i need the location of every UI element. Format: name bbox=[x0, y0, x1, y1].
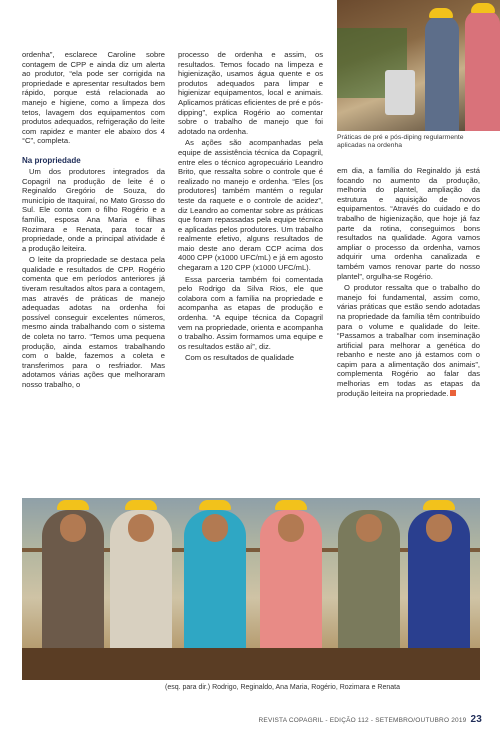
photo-person bbox=[184, 510, 246, 660]
photo-cap bbox=[125, 500, 157, 510]
paragraph: Com os resultados de qualidade bbox=[185, 353, 294, 363]
photo-cap bbox=[429, 8, 453, 18]
page-number: 23 bbox=[470, 714, 482, 725]
photo-tank bbox=[385, 70, 415, 115]
photo-person bbox=[260, 510, 322, 660]
photo-cap bbox=[199, 500, 231, 510]
photo-cap bbox=[423, 500, 455, 510]
photo-head bbox=[426, 514, 452, 542]
photo-person bbox=[338, 510, 400, 660]
photo-caption-top: Práticas de pré e pós-diping regularmente aplicadas na ordenha bbox=[337, 134, 464, 150]
photo-person bbox=[425, 16, 459, 131]
paragraph: em dia, a família do Reginaldo já está focando no aumento da produção, melhoria do plantel, ampliação da estrutura e aquisição de novos equipamentos. “Através do cuidado e do trabalho de higienização, que hoje já faz parte da rotina, conseguimos bons resultados na qualidade. Agora vamos ampliar o processo da ordenha, vamos adquirir uma ordenha canalizada e também vamos renovar parte do nosso plantel”, orgulha-se Rogério. bbox=[337, 166, 480, 281]
family-group-photo bbox=[22, 498, 480, 680]
paragraph bbox=[337, 283, 480, 398]
photo-cap bbox=[471, 3, 495, 13]
paragraph: processo de ordenha e assim, os resultados. Temos focado na limpeza e higienização, usamos água quente e os produtos adequados para limpar e higienizar equipamentos, local e animais. Aplicamos práticas eficientes de pré e pós-dipping”, explica Rogério ao comentar sobre o trabalho de manejo que foi adotado na ordenha. bbox=[178, 50, 323, 136]
paragraph: ordenha”, esclarece Caroline sobre contagem de CPP e ainda diz um alerta ao produtor, “ela pode ser corrigida na propriedade e apresentar resultados bem rápido, porque está relacionada ao manejo e higiene, como a limpeza dos tetos, lavagem dos equipamentos com produtos adequados, refrigeração do leite com rapidez e manter ele abaixo dos 4 °C”, completa. bbox=[22, 50, 165, 146]
photo-person bbox=[465, 10, 500, 131]
photo-cap bbox=[57, 500, 89, 510]
publication-info: REVISTA COPAGRIL - EDIÇÃO 112 - SETEMBRO/OUTUBRO 2019 bbox=[258, 717, 467, 724]
article-column-2 bbox=[178, 50, 323, 365]
photo-bench bbox=[22, 648, 480, 680]
photo-cap bbox=[275, 500, 307, 510]
page-footer bbox=[259, 714, 482, 725]
paragraph: Um dos produtores integrados da Copagril na produção de leite é o Reginaldo Gregório de Souza, do município de Itaquiraí, no Mato Grosso do Sul. Ele conta com o filho Rogério e a família, esposa Ana Maria e filhas Rozimara e Renata, para tocar a propriedade, onde a principal atividade é a produção leiteira. bbox=[22, 166, 165, 253]
article-column-3 bbox=[337, 166, 480, 400]
article-column-1 bbox=[22, 50, 165, 392]
photo-caption-bottom: (esq. para dir.) Rodrigo, Reginaldo, Ana Maria, Rogério, Rozimara e Renata bbox=[165, 684, 401, 691]
photo-head bbox=[60, 514, 86, 542]
paragraph: Essa parceria também foi comentada pelo Rodrigo da Silva Rios, ele que colabora com a família na propriedade e acompanha as etapas de produção e ordenha. “A equipe técnica da Copagril vem na propriedade, orienta e acompanha o trabalho. Assim formamos uma equipe e os resultados estão aí”, diz. bbox=[178, 274, 323, 351]
photo-person bbox=[42, 510, 104, 660]
paragraph-text: O produtor ressalta que o trabalho do manejo foi fundamental, assim como, várias práticas que estão sendo adotadas na propriedade da família têm contribuído para o volume e qualidade do leite. “Passamos a trabalhar com inseminação artificial para melhorar a genética do rebanho e neste ano já estamos com o capim para a alimentação dos animais”, complementa Rogério ao falar das melhorias em todas as etapas da produção leiteira na propriedade. bbox=[337, 283, 480, 398]
paragraph: O leite da propriedade se destaca pela qualidade e resultados de CPP. Rogério comenta que em períodos anteriores já tiveram resultados altos para a contagem, mas através de práticas de manejo adequadas adotas na ordenha foi possível conseguir excelentes números, mesmo ainda trabalhando com o sistema de coleta no tarro. “Temos uma pequena produção, ainda estamos trabalhando com o balde, fazemos a coleta e transferimos para o resfriador. Mas adotamos várias ações que melhoraram nosso trabalho, o bbox=[22, 255, 165, 389]
photo-head bbox=[356, 514, 382, 542]
photo-head bbox=[128, 514, 154, 542]
photo-person bbox=[408, 510, 470, 660]
milking-practice-photo bbox=[337, 0, 500, 131]
photo-person bbox=[110, 510, 172, 660]
paragraph: As ações são acompanhadas pela equipe de assistência técnica da Copagril, entre eles o técnico agropecuário Leandro Brito, que ressalta sobre o controle que é realizado no manejo e ordenha. “Eles [os produtores] também mantém o regular teste da raquete e o controle de acidez”, diz Leandro ao comentar sobre as práticas que foram repassadas pela equipe técnica e aplicadas pelos produtores. Um trabalho realmente efetivo, alguns resultados de maio deste ano deram CCP acima dos 4000 CPP (x1000 UFC/mL) e já em agosto chegaram a 120 CPP (x1000 UFC/mL). bbox=[178, 138, 323, 273]
section-heading: Na propriedade bbox=[22, 155, 81, 165]
photo-head bbox=[278, 514, 304, 542]
end-of-article-mark bbox=[450, 390, 456, 396]
photo-head bbox=[202, 514, 228, 542]
